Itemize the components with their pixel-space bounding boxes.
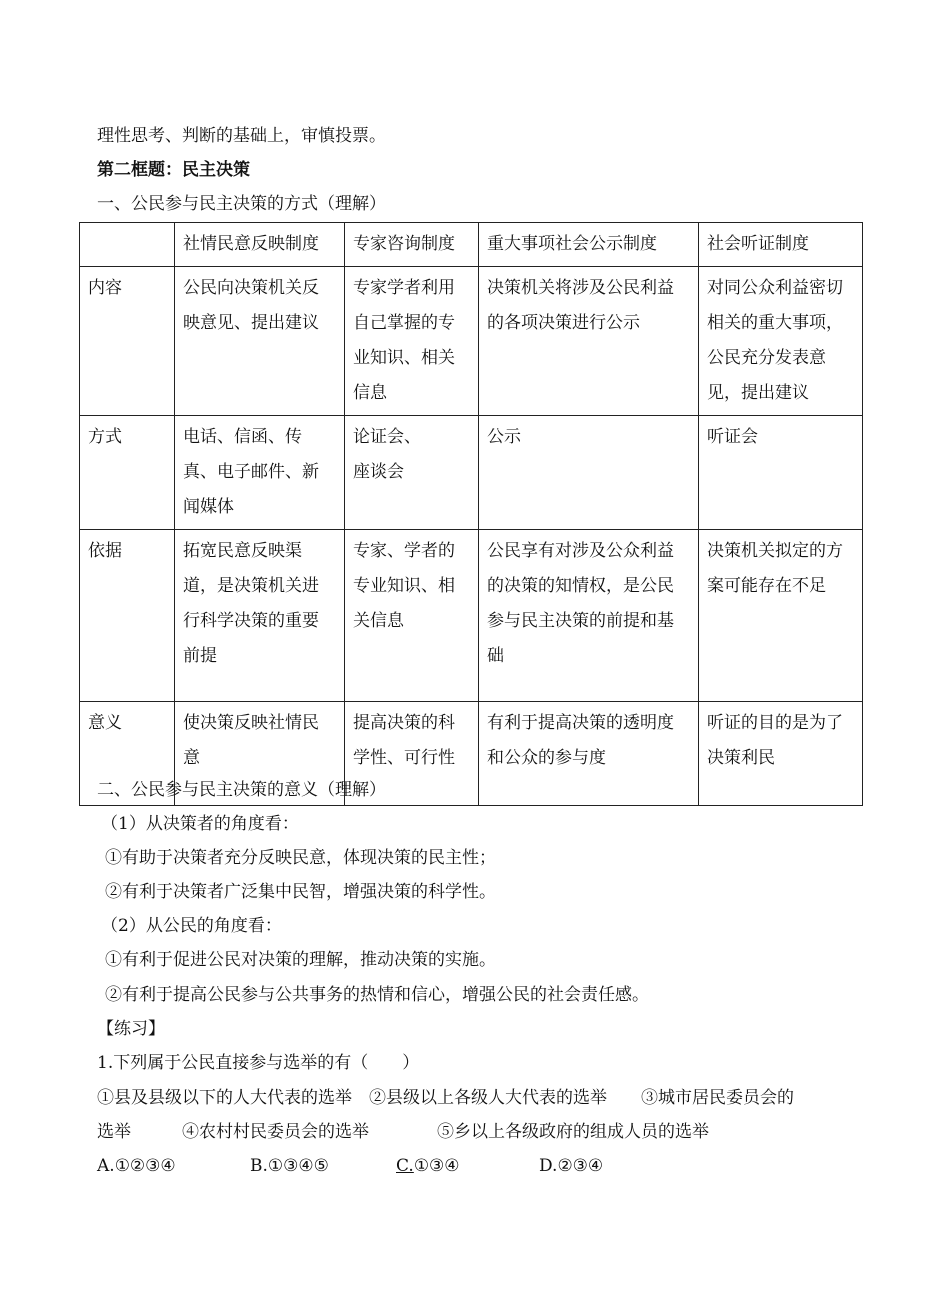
table-cell: 专家、学者的 专业知识、相 关信息	[345, 530, 479, 702]
practice-title: 【练习】	[97, 1019, 165, 1039]
table-cell: 拓宽民意反映渠 道，是决策机关进 行科学决策的重要 前提	[175, 530, 345, 702]
table-header-row	[80, 223, 863, 267]
table-cell: 对同公众利益密切 相关的重大事项， 公民充分发表意 见，提出建议	[699, 267, 863, 416]
answer-choice-c: C.①③④	[396, 1156, 460, 1176]
table-cell: 公民享有对涉及公众利益 的决策的知情权，是公民 参与民主决策的前提和基 础	[479, 530, 699, 702]
heading-methods: 一、公民参与民主决策的方式（理解）	[97, 194, 386, 214]
list-item: ②有利于决策者广泛集中民智，增强决策的科学性。	[105, 882, 496, 902]
question-options-line: ①县及县级以下的人大代表的选举 ②县级以上各级人大代表的选举 ③城市居民委员会的	[97, 1088, 794, 1108]
row-label: 依据	[80, 530, 175, 702]
section-title: 第二框题：民主决策	[97, 160, 250, 180]
answer-choice-a: A.①②③④	[97, 1156, 176, 1176]
question-stem: 1.下列属于公民直接参与选举的有（ ）	[97, 1053, 420, 1073]
table-cell: 公民向决策机关反 映意见、提出建议	[175, 267, 345, 416]
list-item: ①有助于决策者充分反映民意，体现决策的民主性；	[105, 848, 496, 868]
question-options-line: 选举 ④农村村民委员会的选举 ⑤乡以上各级政府的组成人员的选举	[97, 1122, 709, 1142]
intro-line: 理性思考、判断的基础上，审慎投票。	[97, 126, 386, 146]
table-cell: 使决策反映社情民 意	[175, 702, 345, 806]
table-row	[80, 267, 863, 416]
header-cell	[80, 223, 175, 267]
table-cell: 决策机关拟定的方 案可能存在不足	[699, 530, 863, 702]
table-cell: 电话、信函、传 真、电子邮件、新 闻媒体	[175, 416, 345, 530]
header-cell: 专家咨询制度	[345, 223, 479, 267]
subheading-decision-maker: （1）从决策者的角度看：	[101, 814, 299, 834]
table-cell: 有利于提高决策的透明度 和公众的参与度	[479, 702, 699, 806]
table-cell: 提高决策的科 学性、可行性	[345, 702, 479, 806]
answer-choice-b: B.①③④⑤	[250, 1156, 329, 1176]
table-cell: 听证的目的是为了 决策利民	[699, 702, 863, 806]
table-cell: 公示	[479, 416, 699, 530]
row-label: 方式	[80, 416, 175, 530]
row-label: 内容	[80, 267, 175, 416]
table-cell: 决策机关将涉及公民利益 的各项决策进行公示	[479, 267, 699, 416]
row-label: 意义	[80, 702, 175, 806]
table-row	[80, 416, 863, 530]
header-cell: 重大事项社会公示制度	[479, 223, 699, 267]
decision-methods-table	[79, 222, 863, 806]
subheading-citizen: （2）从公民的角度看：	[101, 916, 282, 936]
header-cell: 社情民意反映制度	[175, 223, 345, 267]
table-cell: 专家学者利用 自己掌握的专 业知识、相关 信息	[345, 267, 479, 416]
list-item: ②有利于提高公民参与公共事务的热情和信心，增强公民的社会责任感。	[105, 985, 649, 1005]
answer-choice-d: D.②③④	[539, 1156, 604, 1176]
table-cell: 听证会	[699, 416, 863, 530]
list-item: ①有利于促进公民对决策的理解，推动决策的实施。	[105, 950, 496, 970]
heading-significance: 二、公民参与民主决策的意义（理解）	[97, 780, 386, 800]
header-cell: 社会听证制度	[699, 223, 863, 267]
table-cell: 论证会、 座谈会	[345, 416, 479, 530]
table-row	[80, 530, 863, 702]
